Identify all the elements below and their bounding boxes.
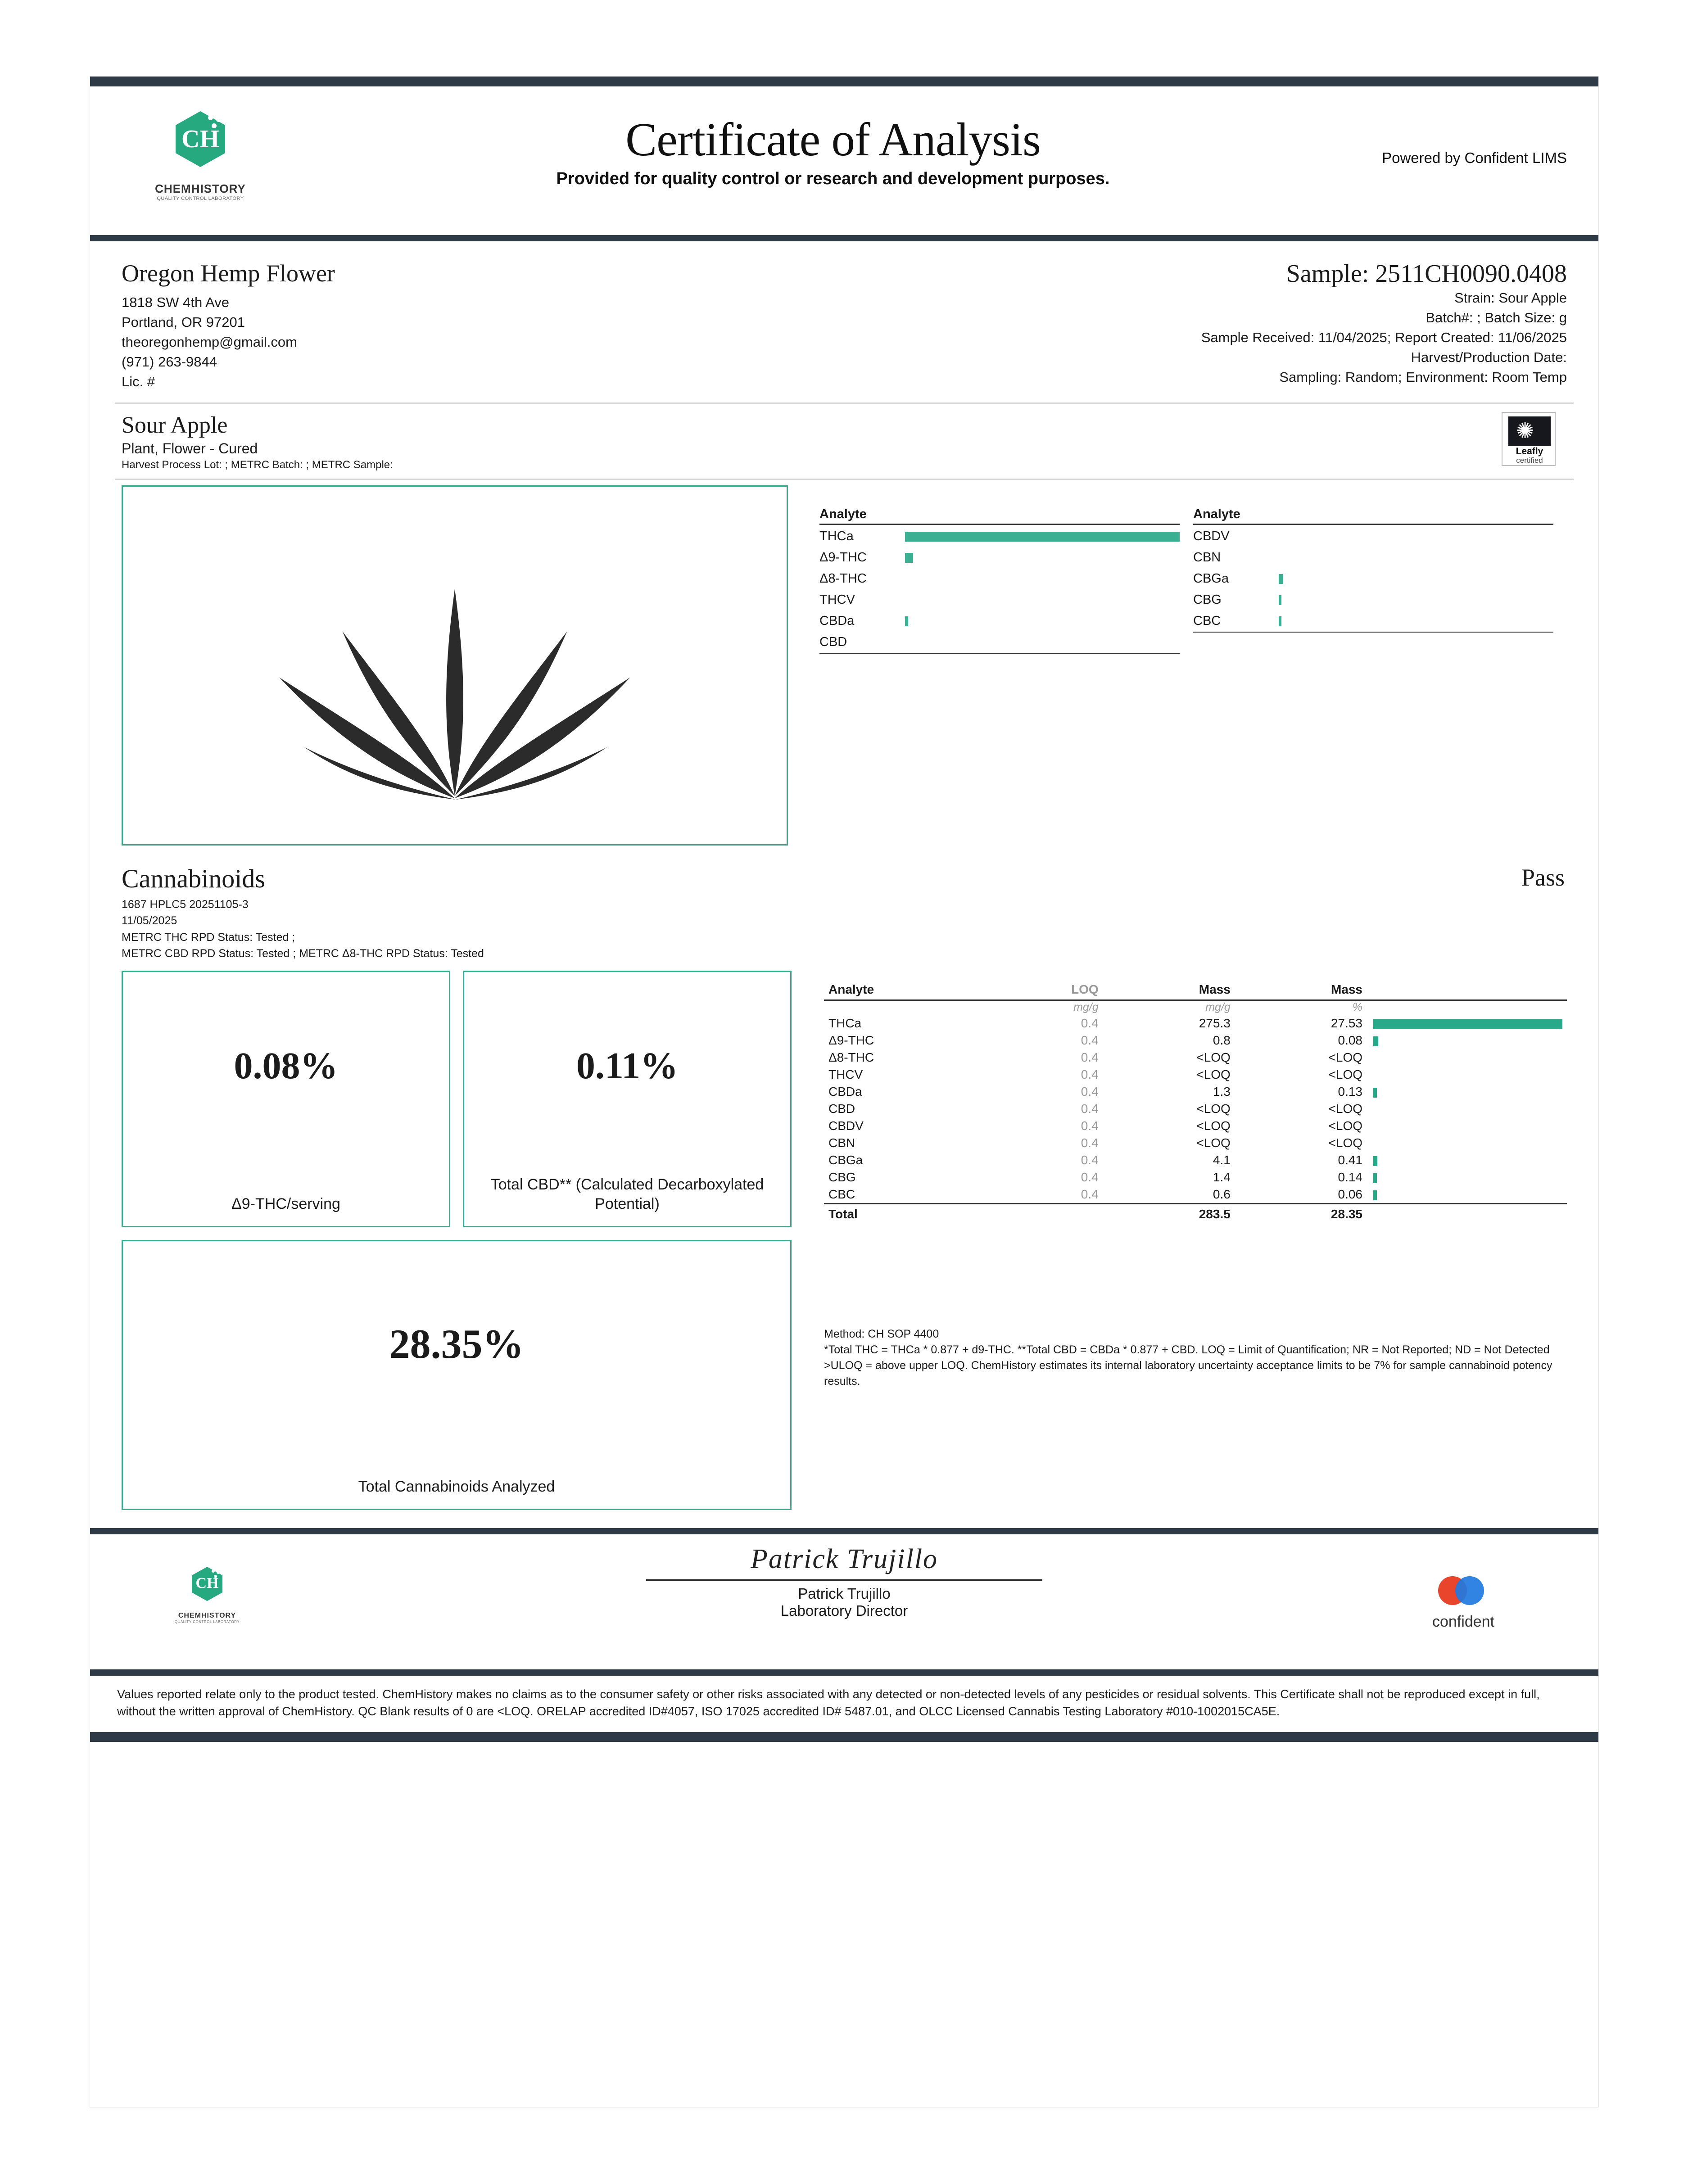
footer-divider-bar — [90, 1528, 1598, 1534]
hexagon-logo-icon — [186, 1566, 228, 1611]
sample-strain: Strain: Sour Apple — [1454, 290, 1567, 306]
table-header-row — [824, 981, 1567, 1000]
cannabinoid-results-table — [824, 981, 1567, 1223]
total-bar — [1367, 1204, 1567, 1223]
client-phone: (971) 263-9844 — [122, 354, 217, 370]
logo-tagline: QUALITY CONTROL LABORATORY — [157, 196, 244, 201]
cannabinoids-body — [122, 971, 1567, 1510]
cell-loq: 0.4 — [1081, 1119, 1099, 1133]
mini-analyte-row — [819, 568, 1180, 589]
mini-analyte-name: Δ9-THC — [819, 550, 867, 565]
strain-name: Sour Apple — [122, 412, 228, 439]
signatory-name: Patrick Trujillo — [798, 1585, 891, 1602]
unit-mass-pct: % — [1352, 1001, 1362, 1014]
cell-bar — [1367, 1117, 1567, 1135]
table-row — [824, 1186, 1567, 1204]
cannabinoids-title: Cannabinoids — [122, 864, 265, 894]
mini-analyte-tables — [788, 485, 1567, 846]
cell-mass-mg: 0.8 — [1213, 1033, 1231, 1048]
sample-dates: Sample Received: 11/04/2025; Report Created: 11/06/2025 — [1201, 330, 1567, 346]
confident-logo — [1396, 1568, 1531, 1631]
cell-analyte: CBG — [828, 1170, 856, 1185]
leafly-certified-badge — [1502, 412, 1556, 466]
table-row — [824, 1135, 1567, 1152]
logo-initials: CH — [195, 1575, 219, 1592]
table-total-row — [824, 1204, 1567, 1223]
mini-analyte-name: CBC — [1193, 614, 1221, 629]
signatory-role: Laboratory Director — [780, 1602, 908, 1619]
mini-analyte-bar — [1279, 595, 1553, 605]
mini-analyte-row — [819, 610, 1180, 632]
status-badge: Pass — [1521, 864, 1565, 891]
cell-bar — [1367, 1083, 1567, 1100]
client-address-2: Portland, OR 97201 — [122, 314, 245, 330]
cell-mass-pct: <LOQ — [1328, 1102, 1362, 1116]
logo-wordmark: CHEMHISTORY — [178, 1612, 236, 1620]
mini-analyte-bar — [1279, 616, 1553, 626]
sample-info — [844, 259, 1567, 392]
mini-analyte-name: CBDV — [1193, 529, 1230, 544]
total-loq — [991, 1204, 1103, 1223]
mini-analyte-row — [819, 589, 1180, 610]
cell-mass-mg: 0.6 — [1213, 1187, 1231, 1202]
mini-analyte-name: THCa — [819, 529, 854, 544]
cell-mass-pct: 0.41 — [1338, 1153, 1362, 1167]
cell-mass-mg: 1.4 — [1213, 1170, 1231, 1185]
cell-loq: 0.4 — [1081, 1016, 1099, 1031]
meta-line: METRC THC RPD Status: Tested ; — [122, 931, 295, 944]
footer-chemhistory-logo — [162, 1566, 252, 1624]
cell-mass-mg: <LOQ — [1196, 1136, 1231, 1150]
signature-section — [90, 1534, 1598, 1669]
client-address-1: 1818 SW 4th Ave — [122, 294, 229, 310]
strain-details — [122, 412, 1502, 471]
col-mass-pct: Mass — [1235, 981, 1367, 1000]
mini-analyte-header-left: Analyte — [819, 507, 1180, 525]
col-bar — [1367, 981, 1567, 1000]
cell-mass-pct: 0.14 — [1338, 1170, 1362, 1185]
mini-analyte-row — [819, 632, 1180, 653]
cell-analyte: CBN — [828, 1136, 855, 1150]
mini-analyte-row — [1193, 526, 1553, 547]
summary-value: 28.35% — [389, 1321, 524, 1367]
strain-section — [90, 404, 1598, 476]
cell-bar — [1367, 1169, 1567, 1186]
meta-line: METRC CBD RPD Status: Tested ; METRC Δ8-THC RPD Status: Tested — [122, 947, 484, 960]
client-info — [122, 259, 844, 392]
cell-analyte: THCa — [828, 1016, 862, 1031]
logo-wordmark: CHEMHISTORY — [155, 182, 246, 195]
mini-analyte-bar — [905, 553, 1180, 563]
meta-line: 1687 HPLC5 20251105-3 — [122, 898, 249, 911]
mini-analyte-row — [1193, 547, 1553, 568]
col-loq: LOQ — [991, 981, 1103, 1000]
summary-value: 0.08% — [234, 1045, 338, 1087]
cell-mass-pct: <LOQ — [1328, 1136, 1362, 1150]
unit-analyte — [824, 1000, 991, 1015]
sample-batch: Batch#: ; Batch Size: g — [1426, 310, 1567, 326]
cell-loq: 0.4 — [1081, 1153, 1099, 1167]
summary-box-total-cbd — [463, 971, 792, 1227]
page-title: Certificate of Analysis — [625, 113, 1041, 166]
method-line: *Total THC = THCa * 0.877 + d9-THC. **Total CBD = CBDa * 0.877 + CBD. LOQ = Limit of Quantification; NR = Not Reported; ND = Not Detected — [824, 1343, 1550, 1357]
unit-loq: mg/g — [1073, 1001, 1099, 1014]
cell-mass-pct: 0.08 — [1338, 1033, 1362, 1048]
sample-image-and-analytes — [90, 480, 1598, 846]
client-name: Oregon Hemp Flower — [122, 260, 335, 287]
col-mass-mg: Mass — [1103, 981, 1235, 1000]
mini-analyte-bar — [905, 532, 1180, 542]
table-row — [824, 1066, 1567, 1083]
coa-document — [90, 77, 1598, 2107]
summary-caption: Total CBD** (Calculated Decarboxylated Potential) — [490, 1176, 764, 1212]
cell-mass-mg: 1.3 — [1213, 1085, 1231, 1099]
leafly-star-icon: ✺ — [1516, 419, 1534, 443]
mini-analyte-bar — [1279, 553, 1553, 563]
mini-analyte-bar — [1279, 532, 1553, 542]
table-row — [824, 1049, 1567, 1066]
logo-initials: CH — [181, 125, 219, 153]
mini-analyte-name: CBN — [1193, 550, 1221, 565]
strain-lot-info: Harvest Process Lot: ; METRC Batch: ; METRC Sample: — [122, 459, 393, 471]
cell-loq: 0.4 — [1081, 1033, 1099, 1048]
mini-analyte-bar — [905, 616, 1180, 626]
cell-mass-pct: <LOQ — [1328, 1119, 1362, 1133]
cell-bar — [1367, 1066, 1567, 1083]
mini-analyte-name: CBGa — [1193, 571, 1229, 586]
results-table-area — [797, 971, 1567, 1510]
cell-analyte: CBD — [828, 1102, 855, 1116]
cell-analyte: Δ8-THC — [828, 1050, 874, 1065]
leafly-badge-name: Leafly — [1516, 446, 1543, 457]
cell-loq: 0.4 — [1081, 1187, 1099, 1202]
summary-box-d9thc-serving — [122, 971, 450, 1227]
cell-analyte: Δ9-THC — [828, 1033, 874, 1048]
cell-analyte: CBDV — [828, 1119, 864, 1133]
confident-wordmark: confident — [1432, 1613, 1494, 1631]
cell-analyte: CBC — [828, 1187, 855, 1202]
cell-analyte: CBDa — [828, 1085, 862, 1099]
total-mass-pct: 28.35 — [1235, 1204, 1367, 1223]
unit-mass-mg: mg/g — [1205, 1001, 1231, 1014]
sample-id: Sample: 2511CH0090.0408 — [1286, 260, 1567, 288]
cell-bar — [1367, 1100, 1567, 1117]
cell-bar — [1367, 1032, 1567, 1049]
cell-mass-pct: 0.06 — [1338, 1187, 1362, 1202]
cell-mass-mg: <LOQ — [1196, 1050, 1231, 1065]
cell-bar — [1367, 1135, 1567, 1152]
sample-harvest-date: Harvest/Production Date: — [1411, 349, 1567, 366]
hexagon-logo-icon — [167, 109, 234, 181]
mini-analyte-bar — [905, 574, 1180, 584]
top-bar — [90, 77, 1598, 86]
summary-boxes — [122, 971, 797, 1510]
cell-mass-pct: <LOQ — [1328, 1067, 1362, 1082]
header-divider-bar — [90, 235, 1598, 241]
leafly-badge-sub: certified — [1516, 456, 1543, 465]
cannabinoids-section — [90, 846, 1598, 1510]
mini-analyte-row — [1193, 568, 1553, 589]
mini-analyte-col-left — [819, 507, 1193, 846]
mini-analyte-row — [1193, 589, 1553, 610]
cell-bar — [1367, 1049, 1567, 1066]
mini-analyte-bar — [1279, 574, 1553, 584]
sample-photo — [122, 485, 788, 846]
unit-bar — [1367, 1000, 1567, 1015]
table-row — [824, 1100, 1567, 1117]
method-line: >ULOQ = above upper LOQ. ChemHistory estimates its internal laboratory uncertainty acceptance limits to be 7% for sample cannabinoid potency results. — [824, 1359, 1552, 1388]
total-label: Total — [824, 1204, 991, 1223]
cell-loq: 0.4 — [1081, 1067, 1099, 1082]
strain-type: Plant, Flower - Cured — [122, 440, 258, 457]
cell-bar — [1367, 1152, 1567, 1169]
table-row — [824, 1117, 1567, 1135]
mini-analyte-row — [819, 526, 1180, 547]
summary-caption: Δ9-THC/serving — [231, 1195, 340, 1212]
mini-analyte-row — [819, 547, 1180, 568]
cell-bar — [1367, 1015, 1567, 1032]
col-analyte: Analyte — [824, 981, 991, 1000]
mini-analyte-col-right — [1193, 507, 1567, 846]
cell-mass-pct: 0.13 — [1338, 1085, 1362, 1099]
mini-analyte-name: THCV — [819, 592, 855, 607]
chemhistory-logo — [144, 109, 257, 203]
sample-sampling: Sampling: Random; Environment: Room Temp — [1279, 369, 1567, 385]
summary-value: 0.11% — [576, 1045, 679, 1087]
mini-analyte-name: CBG — [1193, 592, 1222, 607]
cell-analyte: CBGa — [828, 1153, 863, 1167]
cell-loq: 0.4 — [1081, 1102, 1099, 1116]
cell-mass-mg: 4.1 — [1213, 1153, 1231, 1167]
table-units-row — [824, 1000, 1567, 1015]
cell-loq: 0.4 — [1081, 1050, 1099, 1065]
table-row — [824, 1169, 1567, 1186]
signature-block — [642, 1543, 1047, 1619]
signature-line — [646, 1579, 1042, 1581]
confident-mark-icon — [1432, 1568, 1495, 1613]
title-block — [405, 113, 1261, 189]
document-header — [90, 86, 1598, 235]
mini-analyte-name: CBD — [819, 635, 847, 650]
cell-loq: 0.4 — [1081, 1170, 1099, 1185]
bottom-bar — [90, 1732, 1598, 1742]
cannabis-leaf-icon — [225, 508, 684, 823]
mini-analyte-name: CBDa — [819, 614, 855, 629]
cannabinoids-meta — [122, 896, 1567, 962]
table-row — [824, 1015, 1567, 1032]
cell-bar — [1367, 1186, 1567, 1204]
logo-tagline: QUALITY CONTROL LABORATORY — [174, 1620, 240, 1624]
cell-analyte: THCV — [828, 1067, 863, 1082]
disclaimer-text: Values reported relate only to the product tested. ChemHistory makes no claims as to the consumer safety or other risks associated with any detected or non-detected levels of any pesticides or residual solvents. This Certificate shall not be reproduced except in full, without the written approval of ChemHistory. QC Blank results of 0 are <LOQ. ORELAP accredited ID#4057, ISO 17025 accredited ID# 5487.01, and OLCC Licensed Cannabis Testing Laboratory #010-1002015CA5E. — [117, 1687, 1540, 1718]
client-license: Lic. # — [122, 374, 155, 390]
disclaimer-top-bar — [90, 1669, 1598, 1676]
table-row — [824, 1083, 1567, 1100]
total-mass-mg: 283.5 — [1103, 1204, 1235, 1223]
cell-loq: 0.4 — [1081, 1136, 1099, 1150]
summary-box-total-cannabinoids — [122, 1240, 792, 1510]
mini-analyte-row — [1193, 610, 1553, 632]
mini-analyte-name: Δ8-THC — [819, 571, 867, 586]
client-email: theoregonhemp@gmail.com — [122, 334, 297, 350]
method-notes — [824, 1326, 1567, 1389]
signature-image: Patrick Trujillo — [750, 1544, 938, 1575]
powered-by-label: Powered by Confident LIMS — [1382, 149, 1567, 166]
client-sample-section — [90, 241, 1598, 400]
cell-loq: 0.4 — [1081, 1085, 1099, 1099]
summary-caption: Total Cannabinoids Analyzed — [358, 1478, 555, 1495]
mini-analyte-bar — [905, 595, 1180, 605]
cell-mass-mg: 275.3 — [1199, 1016, 1231, 1031]
cell-mass-pct: 27.53 — [1330, 1016, 1362, 1031]
cell-mass-pct: <LOQ — [1328, 1050, 1362, 1065]
meta-line: 11/05/2025 — [122, 914, 177, 927]
cell-mass-mg: <LOQ — [1196, 1119, 1231, 1133]
cell-mass-mg: <LOQ — [1196, 1102, 1231, 1116]
method-line: Method: CH SOP 4400 — [824, 1328, 939, 1341]
table-row — [824, 1032, 1567, 1049]
page-subtitle: Provided for quality control or research and development purposes. — [556, 169, 1110, 188]
mini-analyte-bar — [905, 638, 1180, 647]
cell-mass-mg: <LOQ — [1196, 1067, 1231, 1082]
mini-analyte-header-right: Analyte — [1193, 507, 1553, 525]
table-row — [824, 1152, 1567, 1169]
